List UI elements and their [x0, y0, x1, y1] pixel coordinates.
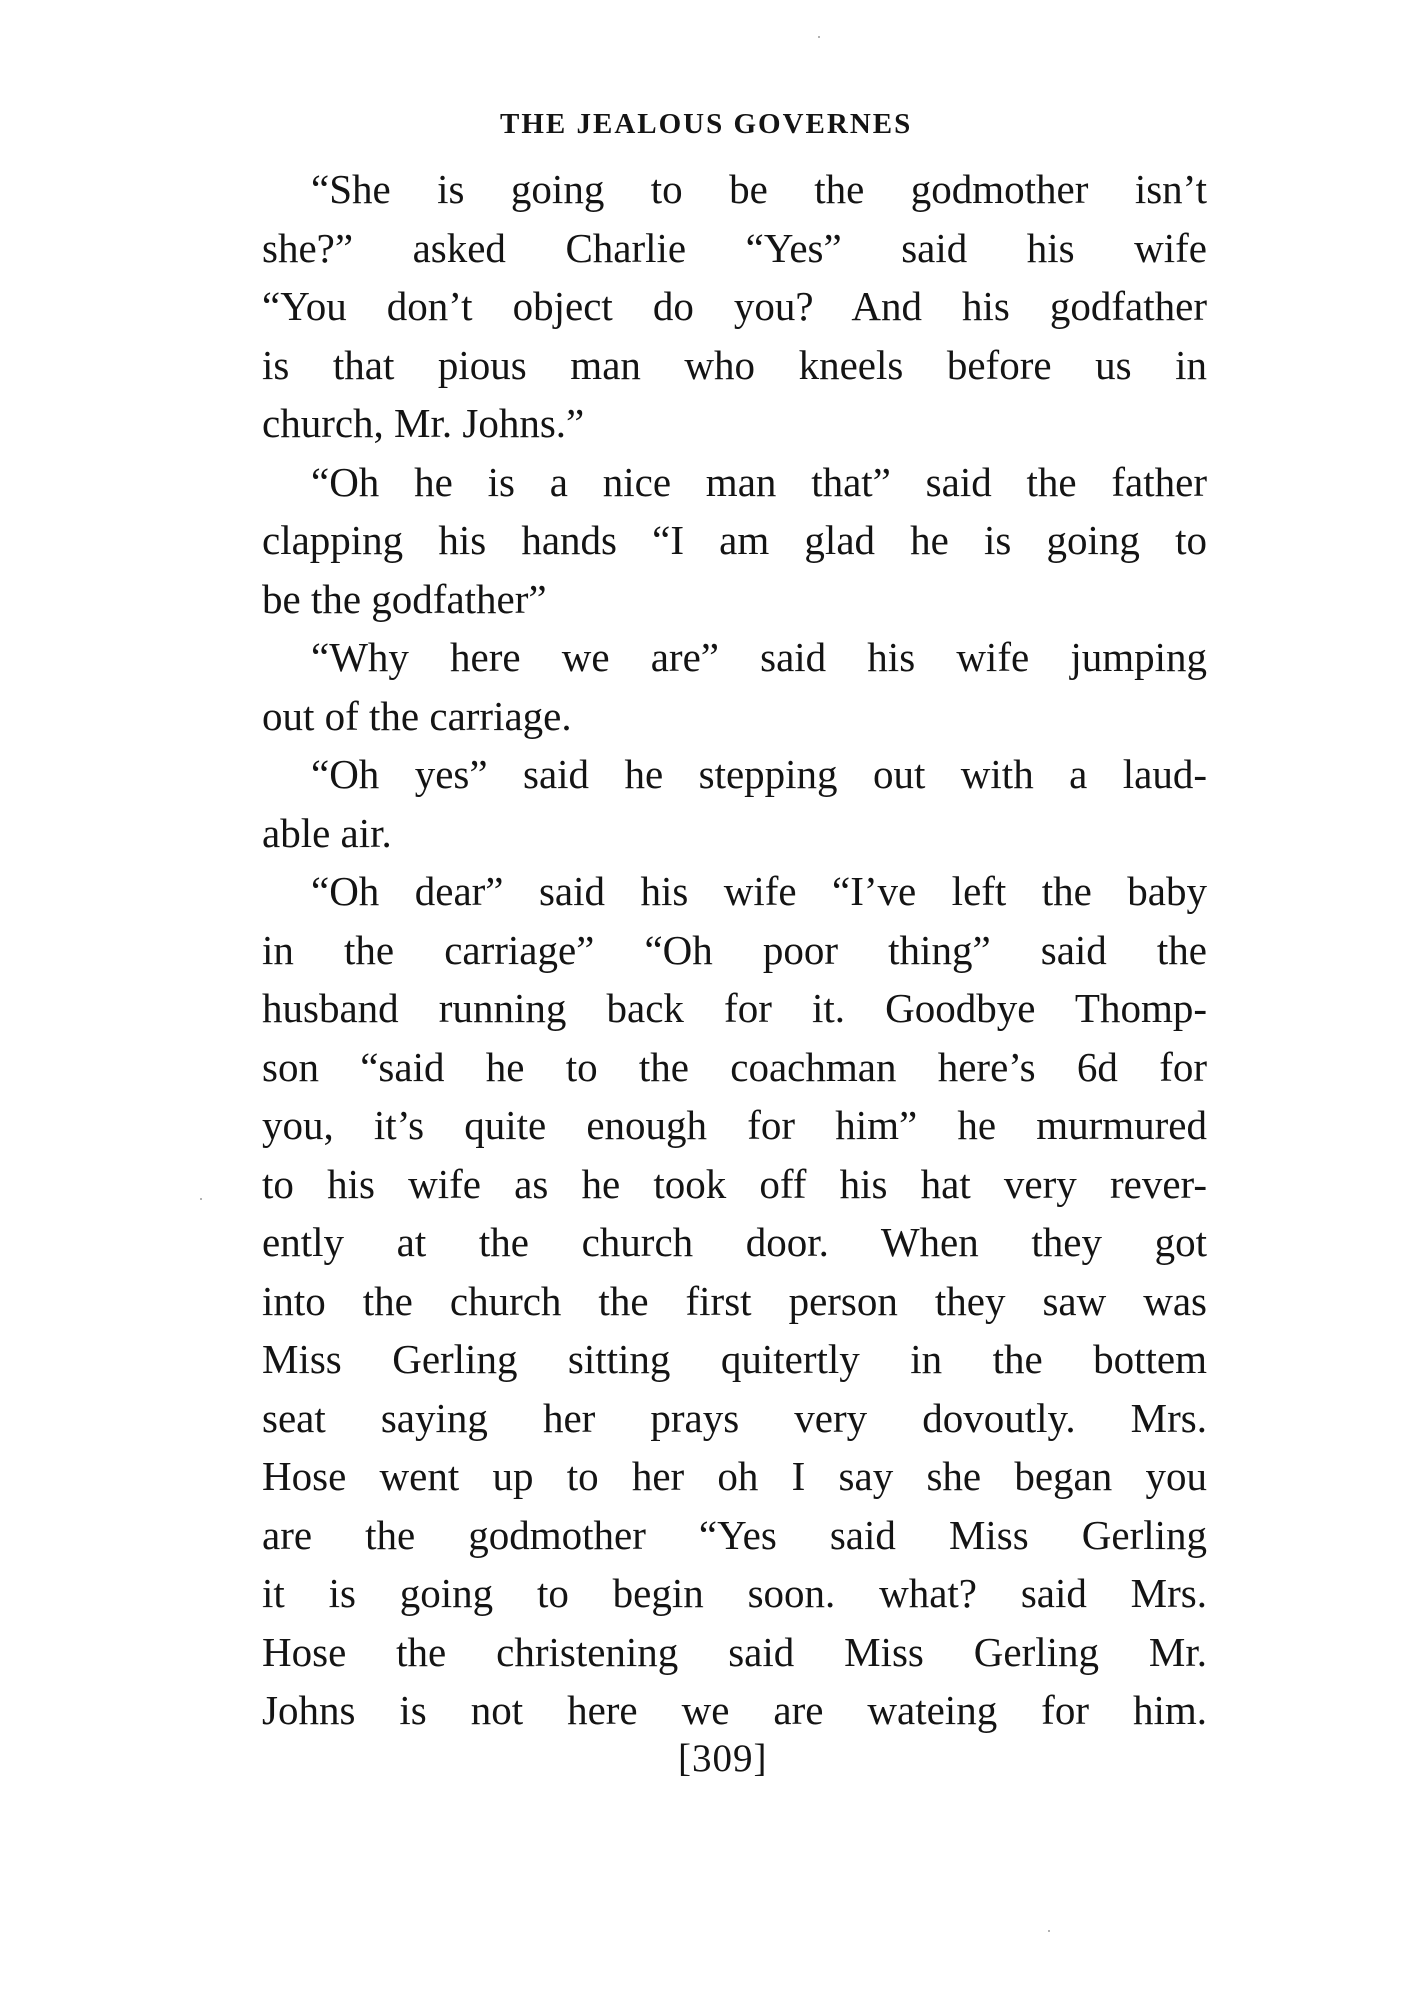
- text-line: “Oh yes” said he stepping out with a laud-: [311, 751, 1207, 797]
- text-line: clapping his hands “I am glad he is going to: [262, 517, 1207, 563]
- text-line: you, it’s quite enough for him” he murmured: [262, 1102, 1207, 1148]
- text-line: son “said he to the coachman here’s 6d for: [262, 1043, 1207, 1090]
- text-line: Hose went up to her oh I say she began you: [262, 1453, 1207, 1499]
- text-line: into the church the first person they saw was: [262, 1277, 1207, 1324]
- text-line: “Oh dear” said his wife “I’ve left the baby: [311, 868, 1207, 914]
- text-line: “You don’t object do you? And his godfather: [262, 283, 1207, 329]
- text-line: are the godmother “Yes said Miss Gerling: [262, 1511, 1207, 1558]
- text-line: Johns is not here we are wateing for him.: [262, 1687, 1207, 1733]
- text-line: “Why here we are” said his wife jumping: [311, 634, 1207, 680]
- text-line: church, Mr. Johns.”: [262, 400, 585, 446]
- paper-speck: [200, 1198, 202, 1200]
- page-number: [309]: [678, 1737, 768, 1780]
- text-line: is that pious man who kneels before us in: [262, 341, 1207, 388]
- text-line: be the godfather”: [262, 575, 547, 622]
- paper-speck: [818, 36, 820, 38]
- paper-speck: [1048, 1930, 1050, 1932]
- text-line: Miss Gerling sitting quitertly in the bottem: [262, 1336, 1207, 1382]
- body-text: [262, 160, 1207, 1740]
- text-line: able air.: [262, 809, 392, 856]
- text-line: out of the carriage.: [262, 692, 572, 739]
- text-line: Hose the christening said Miss Gerling Mr.: [262, 1628, 1207, 1675]
- running-head: THE JEALOUS GOVERNES: [500, 108, 913, 140]
- text-line: to his wife as he took off his hat very rever-: [262, 1160, 1207, 1207]
- text-line: husband running back for it. Goodbye Thomp-: [262, 985, 1207, 1031]
- text-line: in the carriage” “Oh poor thing” said the: [262, 926, 1207, 973]
- text-line: “Oh he is a nice man that” said the father: [311, 458, 1207, 505]
- text-line: ently at the church door. When they got: [262, 1219, 1207, 1265]
- text-line: “She is going to be the godmother isn’t: [311, 166, 1207, 212]
- text-line: she?” asked Charlie “Yes” said his wife: [262, 224, 1207, 271]
- text-line: it is going to begin soon. what? said Mrs.: [262, 1570, 1207, 1616]
- text-line: seat saying her prays very dovoutly. Mrs.: [262, 1394, 1207, 1441]
